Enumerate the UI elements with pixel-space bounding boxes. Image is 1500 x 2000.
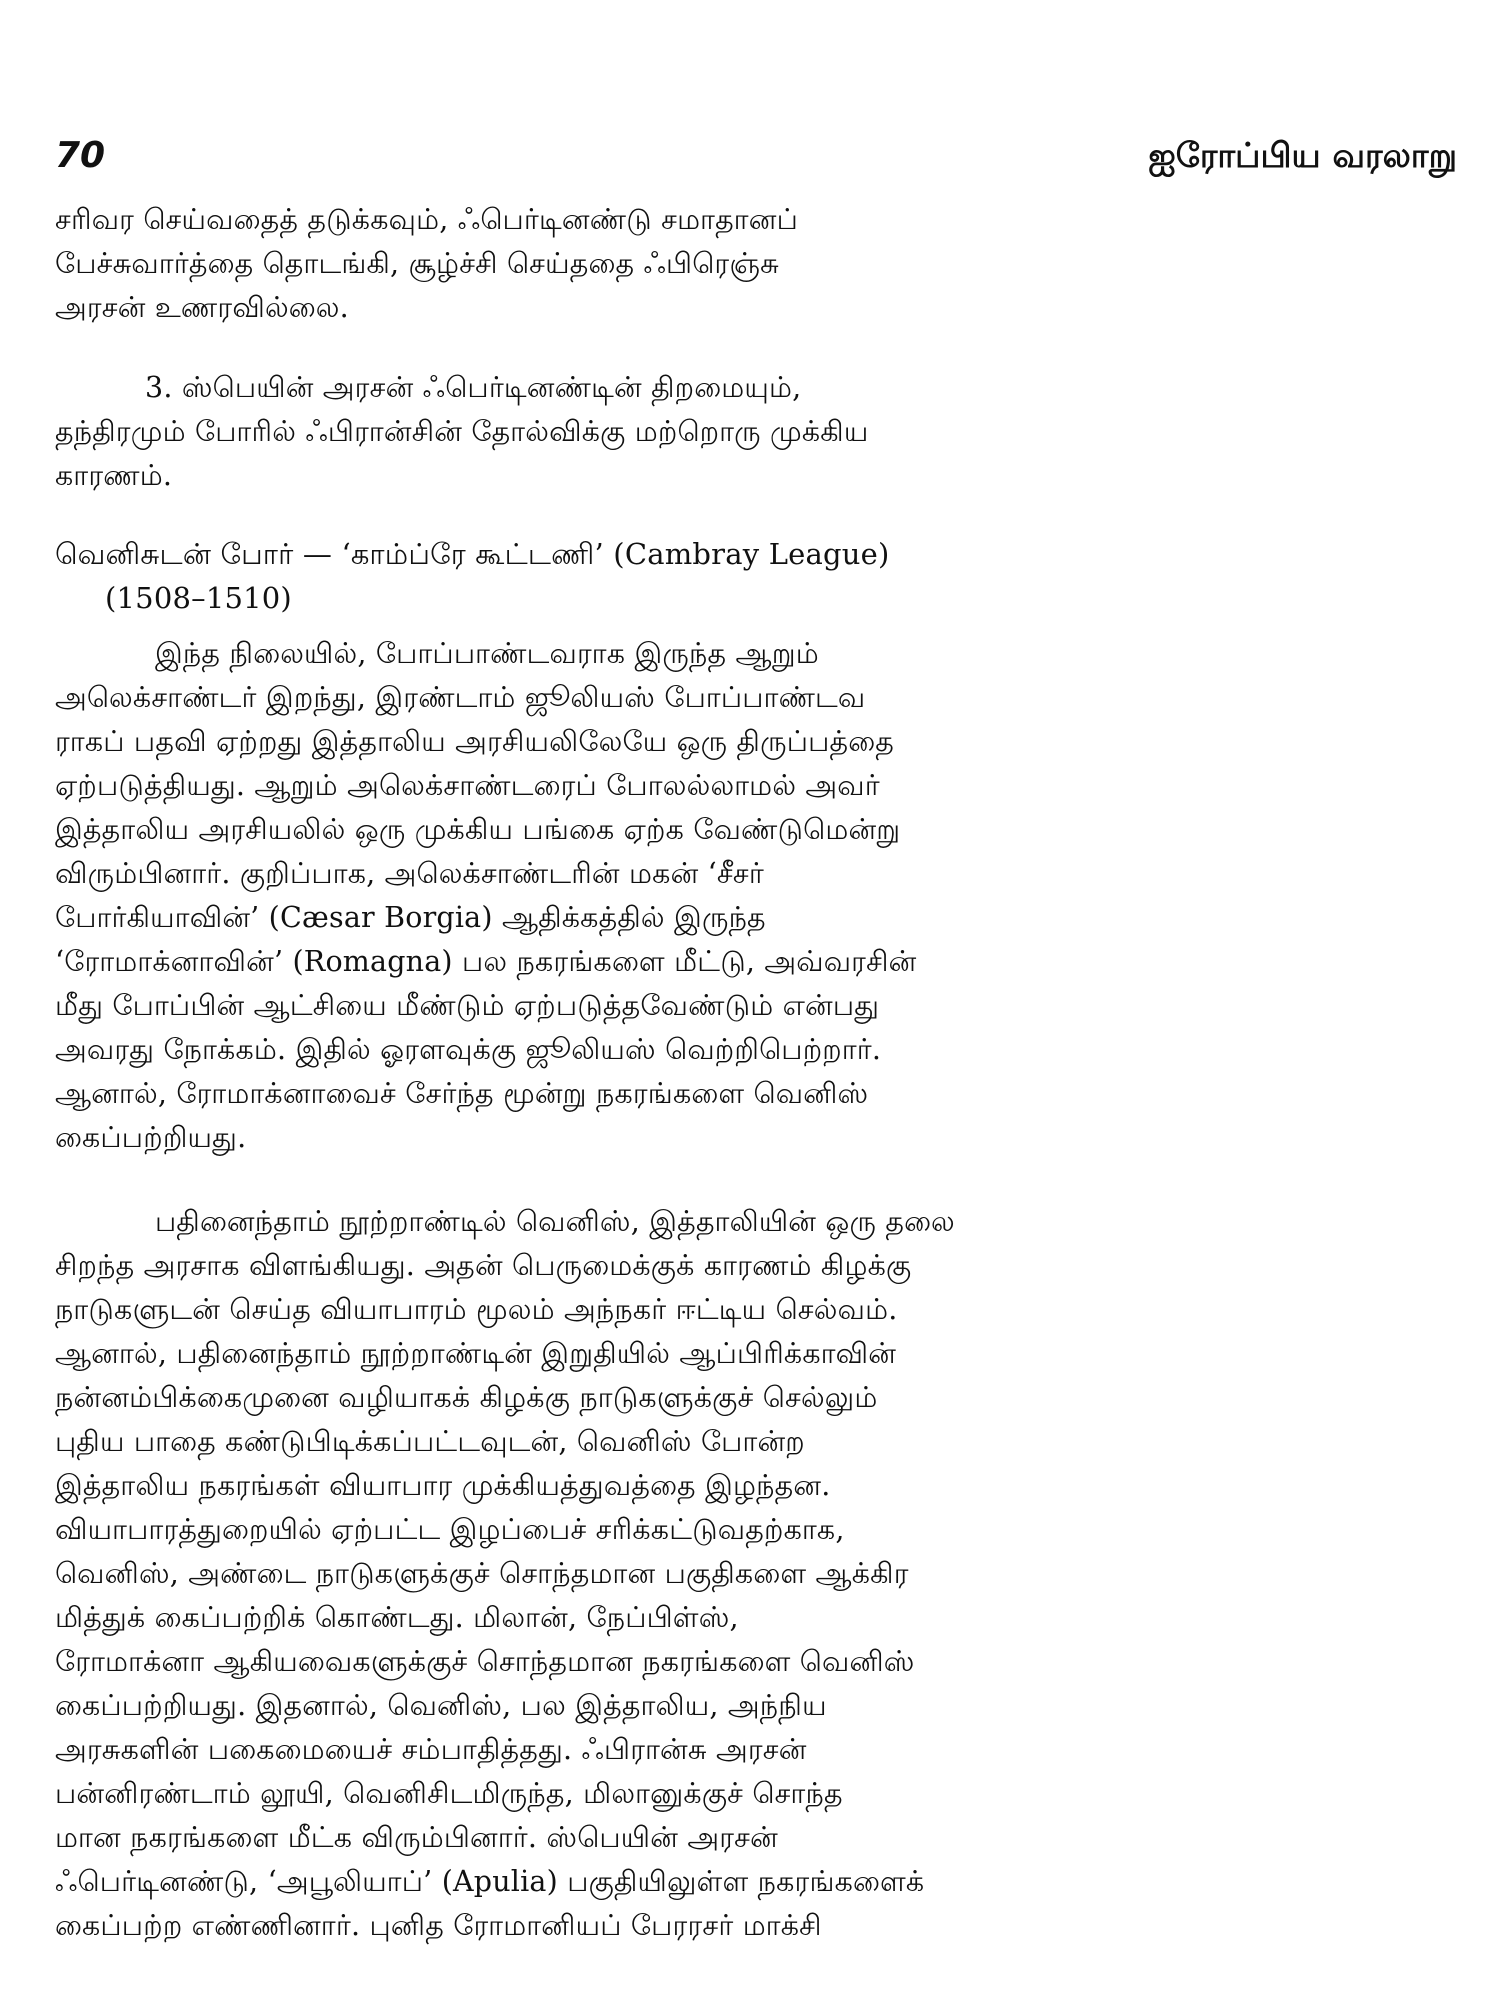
text-line: சிறந்த அரசாக விளங்கியது. அதன் பெருமைக்குக் காரணம் கிழக்கு	[55, 1249, 912, 1282]
text-line: இந்த நிலையில், போப்பாண்டவராக இருந்த ஆறும்	[155, 637, 819, 670]
text-line: பன்னிரண்டாம் லூயி, வெனிசிடமிருந்த, மிலானுக்குச் சொந்த	[55, 1777, 843, 1810]
text-line: ராகப் பதவி ஏற்றது இத்தாலிய அரசியலிலேயே ஒரு திருப்பத்தை	[55, 725, 895, 758]
text-line: கைப்பற்றியது.	[55, 1121, 247, 1154]
text-line: மான நகரங்களை மீட்க விரும்பினார். ஸ்பெயின் அரசன்	[55, 1821, 778, 1854]
text-line: இத்தாலிய நகரங்கள் வியாபார முக்கியத்துவத்தை இழந்தன.	[55, 1469, 831, 1502]
running-header	[55, 135, 1465, 180]
text-line: ‘ரோமாக்னாவின்’ (Romagna) பல நகரங்களை மீட்டு, அவ்வரசின்	[55, 945, 917, 978]
text-line: வியாபாரத்துறையில் ஏற்பட்ட இழப்பைச் சரிக்கட்டுவதற்காக,	[55, 1513, 845, 1546]
text-line: பதினைந்தாம் நூற்றாண்டில் வெனிஸ், இத்தாலியின் ஒரு தலை	[155, 1205, 955, 1238]
text-line: நன்னம்பிக்கைமுனை வழியாகக் கிழக்கு நாடுகளுக்குச் செல்லும்	[55, 1381, 878, 1414]
text-line: அவரது நோக்கம். இதில் ஓரளவுக்கு ஜூலியஸ் வெற்றிபெற்றார்.	[55, 1033, 882, 1066]
text-line: தந்திரமும் போரில் ஃபிரான்சின் தோல்விக்கு மற்றொரு முக்கிய	[55, 415, 869, 448]
paragraph-1	[55, 198, 1465, 330]
text-line: ஏற்படுத்தியது. ஆறும் அலெக்சாண்டரைப் போலல்லாமல் அவர்	[55, 769, 880, 802]
text-line: பேச்சுவார்த்தை தொடங்கி, சூழ்ச்சி செய்ததை ஃபிரெஞ்சு	[55, 247, 779, 280]
text-line: ஆனால், பதினைந்தாம் நூற்றாண்டின் இறுதியில் ஆப்பிரிக்காவின்	[55, 1337, 897, 1370]
section-heading	[55, 532, 1465, 620]
text-line: கைப்பற்றியது. இதனால், வெனிஸ், பல இத்தாலிய, அந்நிய	[55, 1689, 827, 1722]
text-line: அலெக்சாண்டர் இறந்து, இரண்டாம் ஜூலியஸ் போப்பாண்டவ	[55, 681, 866, 714]
text-line: மீது போப்பின் ஆட்சியை மீண்டும் ஏற்படுத்தவேண்டும் என்பது	[55, 989, 880, 1022]
text-line: இத்தாலிய அரசியலில் ஒரு முக்கிய பங்கை ஏற்க வேண்டுமென்று	[55, 813, 901, 846]
book-title: ஐரோப்பிய வரலாறு	[1148, 136, 1457, 176]
text-line: வெனிஸ், அண்டை நாடுகளுக்குச் சொந்தமான பகுதிகளை ஆக்கிர	[55, 1557, 909, 1590]
text-line: அரசுகளின் பகைமையைச் சம்பாதித்தது. ஃபிரான்சு அரசன்	[55, 1733, 807, 1766]
text-line: காரணம்.	[55, 459, 173, 492]
text-line: 3. ஸ்பெயின் அரசன் ஃபெர்டினண்டின் திறமையும்,	[145, 371, 802, 404]
text-line: புதிய பாதை கண்டுபிடிக்கப்பட்டவுடன், வெனிஸ் போன்ற	[55, 1425, 805, 1458]
text-line: ஃபெர்டினண்டு, ‘அபூலியாப்’ (Apulia) பகுதியிலுள்ள நகரங்களைக்	[55, 1865, 925, 1898]
text-line: மித்துக் கைப்பற்றிக் கொண்டது. மிலான், நேப்பிள்ஸ்,	[55, 1601, 739, 1634]
section-heading-line: வெனிசுடன் போர் — ‘காம்ப்ரே கூட்டணி’ (Cambray League)	[55, 537, 890, 571]
section-heading-years: (1508–1510)	[105, 581, 292, 615]
text-line: ஆனால், ரோமாக்னாவைச் சேர்ந்த மூன்று நகரங்களை வெனிஸ்	[55, 1077, 869, 1110]
text-line: போர்கியாவின்’ (Cæsar Borgia) ஆதிக்கத்தில் இருந்த	[55, 901, 766, 934]
paragraph-4	[55, 1200, 1465, 1948]
text-line: அரசன் உணரவில்லை.	[55, 291, 349, 324]
text-line: நாடுகளுடன் செய்த வியாபாரம் மூலம் அந்நகர் ஈட்டிய செல்வம்.	[55, 1293, 898, 1326]
paragraph-3	[55, 632, 1465, 1160]
book-page	[55, 135, 1465, 1948]
text-line: சரிவர செய்வதைத் தடுக்கவும், ஃபெர்டினண்டு சமாதானப்	[55, 203, 798, 236]
text-line: விரும்பினார். குறிப்பாக, அலெக்சாண்டரின் மகன் ‘சீசர்	[55, 857, 764, 890]
page-number: 70	[55, 135, 106, 176]
paragraph-2	[55, 366, 1465, 498]
text-line: கைப்பற்ற எண்ணினார். புனித ரோமானியப் பேரரசர் மாக்சி	[55, 1909, 822, 1942]
text-line: ரோமாக்னா ஆகியவைகளுக்குச் சொந்தமான நகரங்களை வெனிஸ்	[55, 1645, 915, 1678]
